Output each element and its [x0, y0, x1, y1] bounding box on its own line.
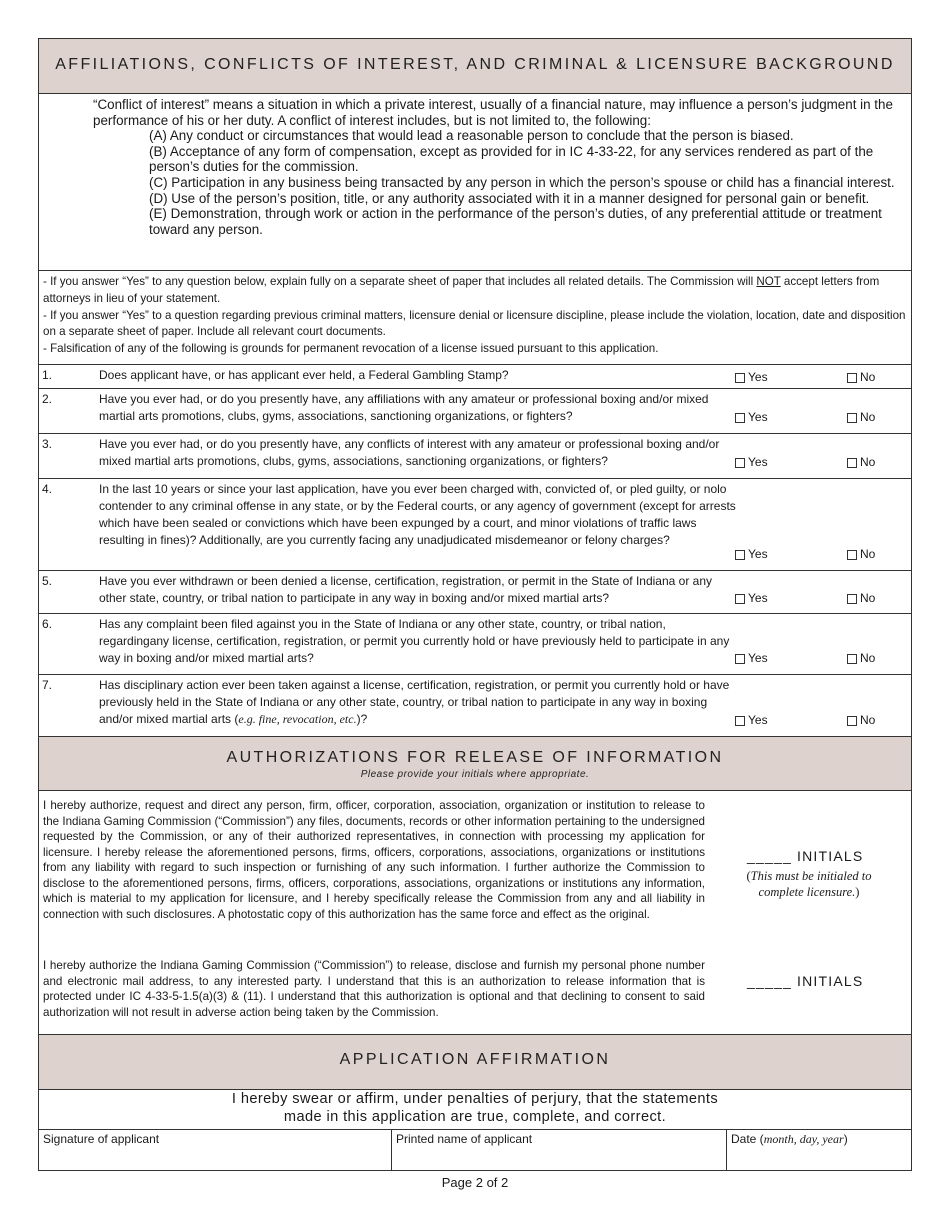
yes-checkbox[interactable] — [735, 413, 745, 423]
affirmation-line-2: made in this application are true, complete, and correct. — [283, 1108, 667, 1125]
authorization-paragraph-2: I hereby authorize the Indiana Gaming Commission (“Commission”) to release, disclose and furnish my personal phone number and electronic mail address, to any interested party. I understand that this is an authorization to release information that is protected under IC 4-33-5-1.5(a)(3) & (11). I understand that this authorization is optional and that declining to consent to said authorization will not result in adverse action being taken by the Commission. — [43, 959, 705, 1019]
no-checkbox[interactable] — [847, 716, 857, 726]
no-checkbox[interactable] — [847, 550, 857, 560]
yes-checkbox[interactable] — [735, 654, 745, 664]
coi-item-a: (A) Any conduct or circumstances that would lead a reasonable person to conclude that the person is biased. — [149, 128, 794, 144]
no-option[interactable] — [847, 409, 875, 426]
yes-checkbox[interactable] — [735, 716, 745, 726]
no-checkbox[interactable] — [847, 413, 857, 423]
yes-option[interactable] — [735, 409, 768, 426]
instruction-1 — [43, 274, 907, 308]
initials-field-1[interactable]: _____ INITIALS — [747, 848, 864, 864]
question-number: 4. — [42, 482, 53, 496]
instruction-2: - If you answer “Yes” to a question regarding previous criminal matters, licensure denial or licensure discipline, please include the violation, location, date and disposition on a separate sheet of paper. Include all relevant court documents. — [43, 308, 906, 339]
question-row-6 — [39, 614, 911, 675]
no-option[interactable] — [847, 590, 875, 607]
no-label: No — [860, 455, 876, 469]
note-close: ) — [855, 885, 860, 899]
yes-option[interactable] — [735, 650, 768, 667]
yes-checkbox[interactable] — [735, 594, 745, 604]
yes-option[interactable] — [735, 712, 768, 729]
question-text: Have you ever had, or do you presently have, any conflicts of interest with any amateur or professional boxing and/or mixed martial arts promotions, clubs, gyms, associations, sanctioning organizations, or fighters? — [99, 437, 720, 468]
yes-label: Yes — [748, 455, 768, 469]
yes-option[interactable] — [735, 546, 768, 563]
no-option[interactable] — [847, 650, 875, 667]
yes-label: Yes — [748, 651, 768, 665]
signature-row — [39, 1130, 911, 1170]
yes-label: Yes — [748, 591, 768, 605]
instruction-1-text-end: accept letters from attorneys in lieu of your statement. — [43, 275, 880, 305]
no-label: No — [860, 591, 876, 605]
section-subtitle: Please provide your initials where appropriate. — [360, 769, 590, 780]
no-checkbox[interactable] — [847, 373, 857, 383]
date-label-close: ) — [843, 1132, 848, 1146]
page-number: Page 2 of 2 — [441, 1175, 509, 1190]
question-number: 6. — [42, 617, 53, 631]
printed-name-field[interactable] — [392, 1130, 727, 1170]
section-header-affiliations: AFFILIATIONS, CONFLICTS OF INTEREST, AND CRIMINAL & LICENSURE BACKGROUND — [39, 39, 911, 94]
yes-checkbox[interactable] — [735, 458, 745, 468]
initials-note — [739, 868, 879, 900]
question-text: Have you ever withdrawn or been denied a license, certification, registration, or permit in the State of Indiana or any other state, country, or tribal nation to participate in any way in boxing and/or mixed martial arts? — [99, 574, 713, 605]
section-title: AUTHORIZATIONS FOR RELEASE OF INFORMATION — [226, 749, 724, 766]
section-header-affirmation: APPLICATION AFFIRMATION — [39, 1035, 911, 1090]
question-text: Has any complaint been filed against you in the State of Indiana or any other state, country, or tribal nation, regardingany license, certification, registration, or permit you currently hold or have previously held to participate in any way in boxing and/or mixed martial arts? — [99, 617, 730, 665]
coi-intro: “Conflict of interest” means a situation in which a private interest, usually of a financial nature, may influence a person’s judgment in the performance of his or her duty. A conflict of interest includes, but is not limited to, the following: — [93, 97, 893, 128]
instructions — [39, 271, 911, 365]
instruction-1-text: - If you answer “Yes” to any question below, explain fully on a separate sheet of paper that includes all related details. The Commission will — [43, 275, 757, 288]
authorizations-body — [39, 791, 911, 1035]
yes-label: Yes — [748, 547, 768, 561]
date-field[interactable] — [727, 1130, 911, 1170]
coi-item-d: (D) Use of the person’s position, title, or any authority associated with it in a manner designed for personal gain or benefit. — [149, 190, 870, 206]
instruction-3: - Falsification of any of the following is grounds for permanent revocation of a license issued pursuant to this application. — [43, 342, 659, 356]
affirmation-line-1: I hereby swear or affirm, under penalties of perjury, that the statements — [231, 1091, 719, 1107]
question-text-end: )? — [356, 712, 368, 726]
printed-name-label: Printed name of applicant — [396, 1132, 533, 1146]
question-number: 7. — [42, 678, 53, 692]
no-checkbox[interactable] — [847, 594, 857, 604]
yes-label: Yes — [748, 370, 768, 384]
question-text: Have you ever had, or do you presently have, any affiliations with any amateur or professional boxing and/or mixed martial arts promotions, clubs, gyms, associations, sanctioning organizations, or fighters? — [99, 392, 709, 423]
date-format: month, day, year — [763, 1132, 844, 1146]
question-text — [99, 677, 739, 728]
coi-item-e: (E) Demonstration, through work or action in the performance of the person’s duties, of any preferential attitude or treatment toward any person. — [149, 206, 882, 237]
yes-checkbox[interactable] — [735, 550, 745, 560]
affirmation-statement — [39, 1090, 911, 1130]
yes-checkbox[interactable] — [735, 373, 745, 383]
yes-option[interactable] — [735, 454, 768, 471]
no-option[interactable] — [847, 454, 875, 471]
question-number: 5. — [42, 574, 53, 588]
note-text: This must be initialed to complete licensure. — [750, 869, 872, 899]
coi-item-c: (C) Participation in any business being transacted by any person in which the person’s spouse or child has a financial interest. — [149, 174, 895, 190]
application-form — [38, 38, 912, 1171]
coi-item-b: (B) Acceptance of any form of compensation, except as provided for in IC 4-33-22, for any services rendered as part of the person’s duties for the commission. — [149, 143, 874, 175]
conflict-of-interest-definition — [39, 94, 911, 271]
no-label: No — [860, 547, 876, 561]
authorization-paragraph-1: I hereby authorize, request and direct any person, firm, officer, corporation, association, organization or institution to release to the Indiana Gaming Commission (“Commission”) any files, documents, records or other information pertaining to the undersigned requested by the Commission, or any of their authorized representatives, in connection with processing my application for licensure. I hereby release the aforementioned persons, firms, officers, corporations, associations, organizations or institutions from any liability with regard to such inspection or furnishing of any such information. I further authorize the Commission to disclose to the aforementioned persons, firms, officers, corporations, associations, organizations or institutions any information, which is material to my application for licensure, and I hereby specifically release the Commission from any and all liability in connection with such disclosures. A photostatic copy of this authorization has the same force and effect as the original. — [43, 799, 705, 921]
question-number: 2. — [42, 392, 53, 406]
section-header-authorizations — [39, 737, 911, 791]
question-row-1 — [39, 365, 911, 389]
no-checkbox[interactable] — [847, 458, 857, 468]
question-text: Does applicant have, or has applicant ever held, a Federal Gambling Stamp? — [99, 368, 509, 382]
note-open: ( — [746, 869, 751, 883]
no-label: No — [860, 651, 876, 665]
yes-option[interactable] — [735, 369, 768, 386]
yes-label: Yes — [748, 410, 768, 424]
no-label: No — [860, 410, 876, 424]
question-number: 1. — [42, 368, 53, 382]
question-number: 3. — [42, 437, 53, 451]
question-row-4 — [39, 479, 911, 571]
date-label: Date ( — [731, 1132, 764, 1146]
question-row-7 — [39, 675, 911, 737]
question-text: In the last 10 years or since your last application, have you ever been charged with, convicted of, or pled guilty, or nolo contender to any criminal offense in any state, or by the Federal courts, or any agency of government (except for arrests which have been sealed or convictions which have been expunged by a court, and minor violations of traffic laws resulting in fines)? Additionally, are you currently facing any unadjudicated misdemeanor or felony charges? — [99, 482, 736, 547]
no-option[interactable] — [847, 369, 875, 386]
no-label: No — [860, 370, 876, 384]
question-row-2 — [39, 389, 911, 434]
no-option[interactable] — [847, 712, 875, 729]
initials-field-2[interactable]: _____ INITIALS — [747, 973, 864, 989]
no-label: No — [860, 713, 876, 727]
yes-option[interactable] — [735, 590, 768, 607]
yes-label: Yes — [748, 713, 768, 727]
no-checkbox[interactable] — [847, 654, 857, 664]
no-option[interactable] — [847, 546, 875, 563]
not-emphasis: NOT — [756, 275, 781, 288]
signature-label: Signature of applicant — [43, 1132, 160, 1146]
question-text-example: e.g. fine, revocation, etc. — [238, 712, 357, 726]
question-text-main: Has disciplinary action ever been taken against a license, certification, registration, or permit you currently hold or have previously held in the State of Indiana or any other state, country, or tribal nation to participate in any way in boxing and/or mixed martial arts ( — [99, 678, 730, 726]
question-row-5 — [39, 571, 911, 614]
question-row-3 — [39, 434, 911, 479]
signature-field[interactable] — [39, 1130, 392, 1170]
